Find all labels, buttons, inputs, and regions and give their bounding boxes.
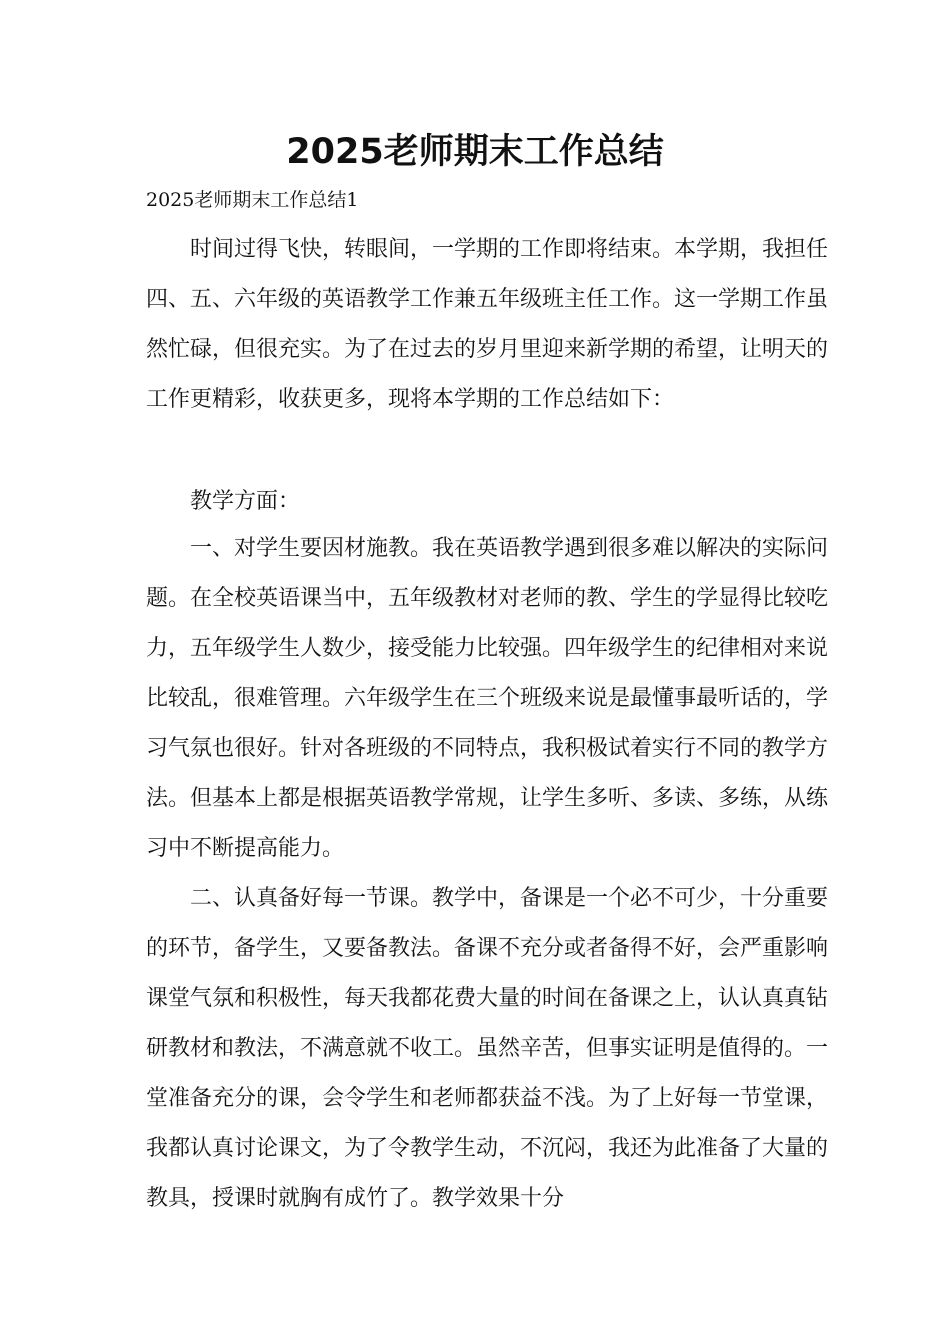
document-subtitle: 2025老师期末工作总结1 [146,189,359,211]
section-heading: 教学方面： [190,489,301,514]
paragraph-1: 一、对学生要因材施教。我在英语教学遇到很多难以解决的实际问题。在全校英语课当中，五年级教材对老师的教、学生的学显得比较吃力，五年级学生人数少，接受能力比较强。四年级学生的纪律相对来说比较乱，很难管理。六年级学生在三个班级来说是最懂事最听话的，学习气氛也很好。针对各班级的不同特点，我积极试着实行不同的教学方法。但基本上都是根据英语教学常规，让学生多听、多读、多练，从练习中不断提高能力。 [146,536,829,861]
intro-paragraph: 时间过得飞快，转眼间，一学期的工作即将结束。本学期，我担任四、五、六年级的英语教学工作兼五年级班主任工作。这一学期工作虽然忙碌，但很充实。为了在过去的岁月里迎来新学期的希望，让明天的工作更精彩，收获更多，现将本学期的工作总结如下： [146,237,829,412]
paragraph-2: 二、认真备好每一节课。教学中，备课是一个必不可少，十分重要的环节，备学生，又要备教法。备课不充分或者备得不好，会严重影响课堂气氛和积极性，每天我都花费大量的时间在备课之上，认认真真钻研教材和教法，不满意就不收工。虽然辛苦，但事实证明是值得的。一堂准备充分的课，会令学生和老师都获益不浅。为了上好每一节堂课，我都认真讨论课文，为了令教学生动，不沉闷，我还为此准备了大量的教具，授课时就胸有成竹了。教学效果十分 [146,886,829,1211]
document-title: 2025老师期末工作总结 [286,132,664,172]
